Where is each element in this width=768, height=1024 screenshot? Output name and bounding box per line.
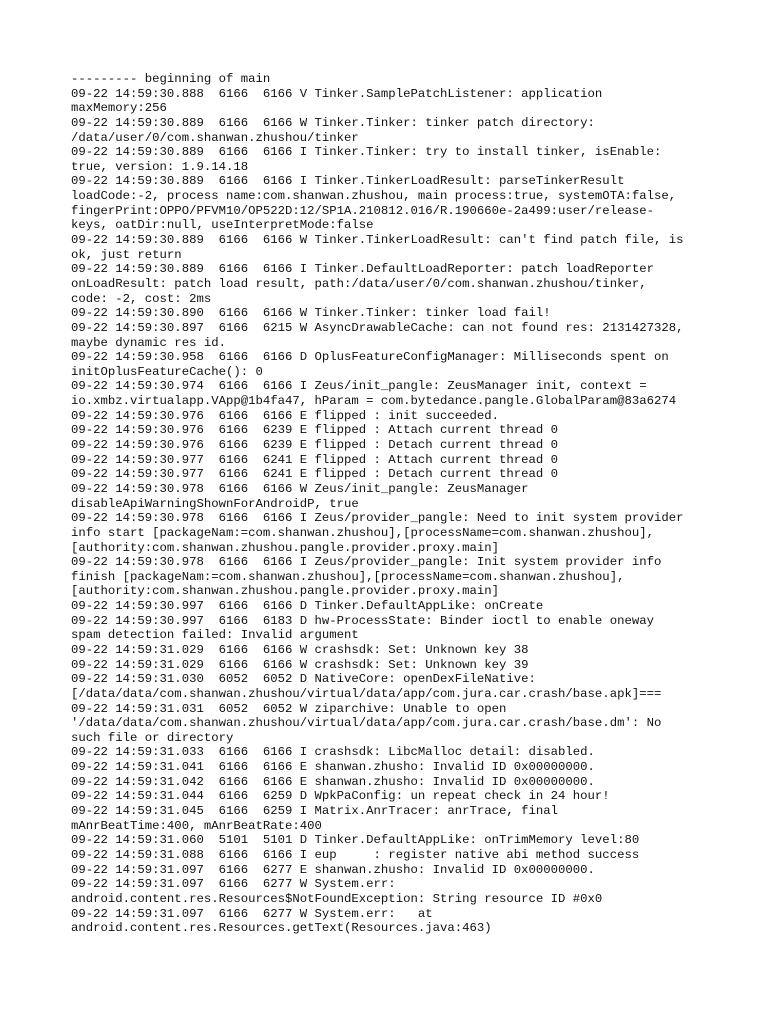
log-line: 09-22 14:59:30.889 6166 6166 W Tinker.TinkerLoadResult: can't find patch file, is: [71, 233, 684, 248]
log-line: disableApiWarningShownForAndroidP, true: [71, 496, 359, 511]
log-line: 09-22 14:59:31.060 5101 5101 D Tinker.DefaultAppLike: onTrimMemory level:80: [71, 833, 640, 848]
log-line: 09-22 14:59:30.889 6166 6166 I Tinker.TinkerLoadResult: parseTinkerResult: [71, 174, 625, 189]
log-line: 09-22 14:59:30.976 6166 6239 E flipped : Attach current thread 0: [71, 423, 559, 438]
log-line: mAnrBeatTime:400, mAnrBeatRate:400: [71, 818, 322, 833]
log-line: [authority:com.shanwan.zhushou.pangle.provider.proxy.main]: [71, 540, 500, 555]
log-line: onLoadResult: patch load result, path:/data/user/0/com.shanwan.zhushou/tinker,: [71, 276, 647, 291]
log-line: android.content.res.Resources$NotFoundException: String resource ID #0x0: [71, 891, 603, 906]
log-line: [authority:com.shanwan.zhushou.pangle.provider.proxy.main]: [71, 584, 500, 599]
log-line: maxMemory:256: [71, 101, 167, 116]
log-line: 09-22 14:59:30.997 6166 6183 D hw-ProcessState: Binder ioctl to enable oneway: [71, 613, 654, 628]
log-line: io.xmbz.virtualapp.VApp@1b4fa47, hParam = com.bytedance.pangle.GlobalParam@83a6274: [71, 394, 677, 409]
log-line: info start [packageNam:=com.shanwan.zhushou],[processName=com.shanwan.zhushou],: [71, 525, 654, 540]
log-line: 09-22 14:59:30.889 6166 6166 I Tinker.Tinker: try to install tinker, isEnable:: [71, 145, 662, 160]
log-line: loadCode:-2, process name:com.shanwan.zhushou, main process:true, systemOTA:false,: [71, 189, 677, 204]
log-line: finish [packageNam:=com.shanwan.zhushou],[processName=com.shanwan.zhushou],: [71, 569, 625, 584]
log-line: 09-22 14:59:30.997 6166 6166 D Tinker.DefaultAppLike: onCreate: [71, 599, 544, 614]
log-line: 09-22 14:59:31.029 6166 6166 W crashsdk: Set: Unknown key 39: [71, 657, 529, 672]
log-line: 09-22 14:59:31.033 6166 6166 I crashsdk: LibcMalloc detail: disabled.: [71, 745, 595, 760]
log-line: 09-22 14:59:30.977 6166 6241 E flipped : Detach current thread 0: [71, 467, 559, 482]
log-text: [71, 72, 711, 936]
log-line: code: -2, cost: 2ms: [71, 291, 212, 306]
log-line: 09-22 14:59:31.041 6166 6166 E shanwan.zhusho: Invalid ID 0x00000000.: [71, 760, 595, 775]
log-line: [/data/data/com.shanwan.zhushou/virtual/data/app/com.jura.car.crash/base.apk]===: [71, 686, 662, 701]
log-line: 09-22 14:59:30.976 6166 6166 E flipped : init succeeded.: [71, 408, 500, 423]
log-line: 09-22 14:59:31.097 6166 6277 W System.err: at: [71, 906, 433, 921]
log-line: 09-22 14:59:31.097 6166 6277 E shanwan.zhusho: Invalid ID 0x00000000.: [71, 862, 595, 877]
log-line: 09-22 14:59:30.889 6166 6166 I Tinker.DefaultLoadReporter: patch loadReporter: [71, 262, 654, 277]
log-line: 09-22 14:59:30.977 6166 6241 E flipped : Attach current thread 0: [71, 452, 559, 467]
log-line: 09-22 14:59:30.958 6166 6166 D OplusFeatureConfigManager: Milliseconds spent on: [71, 350, 669, 365]
log-line: keys, oatDir:null, useInterpretMode:false: [71, 218, 374, 233]
log-line: 09-22 14:59:30.978 6166 6166 I Zeus/provider_pangle: Init system provider info: [71, 555, 662, 570]
log-line: such file or directory: [71, 730, 234, 745]
log-line: 09-22 14:59:30.889 6166 6166 W Tinker.Tinker: tinker patch directory:: [71, 115, 595, 130]
log-line: 09-22 14:59:30.888 6166 6166 V Tinker.SamplePatchListener: application: [71, 86, 603, 101]
log-line: fingerPrint:OPPO/PFVM10/OP522D:12/SP1A.210812.016/R.190660e-2a499:user/release-: [71, 203, 654, 218]
log-line: initOplusFeatureCache(): 0: [71, 364, 263, 379]
log-line: 09-22 14:59:31.042 6166 6166 E shanwan.zhusho: Invalid ID 0x00000000.: [71, 774, 595, 789]
log-line: spam detection failed: Invalid argument: [71, 628, 359, 643]
log-line: 09-22 14:59:30.978 6166 6166 I Zeus/provider_pangle: Need to init system provider: [71, 511, 684, 526]
log-line: /data/user/0/com.shanwan.zhushou/tinker: [71, 130, 359, 145]
log-line: 09-22 14:59:31.097 6166 6277 W System.err:: [71, 877, 396, 892]
log-line: --------- beginning of main: [71, 72, 271, 86]
log-line: 09-22 14:59:31.088 6166 6166 I eup : register native abi method success: [71, 847, 640, 862]
log-line: 09-22 14:59:30.974 6166 6166 I Zeus/init_pangle: ZeusManager init, context =: [71, 379, 647, 394]
log-line: 09-22 14:59:31.044 6166 6259 D WpkPaConfig: un repeat check in 24 hour!: [71, 789, 610, 804]
log-line: 09-22 14:59:30.890 6166 6166 W Tinker.Tinker: tinker load fail!: [71, 306, 551, 321]
log-line: maybe dynamic res id.: [71, 335, 226, 350]
log-line: 09-22 14:59:31.045 6166 6259 I Matrix.AnrTracer: anrTrace, final: [71, 804, 559, 819]
log-line: 09-22 14:59:31.031 6052 6052 W ziparchive: Unable to open: [71, 701, 507, 716]
log-line: android.content.res.Resources.getText(Resources.java:463): [71, 921, 492, 936]
log-line: true, version: 1.9.14.18: [71, 159, 249, 174]
log-line: 09-22 14:59:30.897 6166 6215 W AsyncDrawableCache: can not found res: 2131427328,: [71, 320, 684, 335]
log-line: 09-22 14:59:30.978 6166 6166 W Zeus/init_pangle: ZeusManager: [71, 481, 529, 496]
log-line: 09-22 14:59:30.976 6166 6239 E flipped : Detach current thread 0: [71, 438, 559, 453]
log-line: ok, just return: [71, 247, 182, 262]
log-line: 09-22 14:59:31.030 6052 6052 D NativeCore: openDexFileNative:: [71, 672, 536, 687]
log-line: 09-22 14:59:31.029 6166 6166 W crashsdk: Set: Unknown key 38: [71, 642, 529, 657]
log-line: '/data/data/com.shanwan.zhushou/virtual/data/app/com.jura.car.crash/base.dm': No: [71, 716, 662, 731]
